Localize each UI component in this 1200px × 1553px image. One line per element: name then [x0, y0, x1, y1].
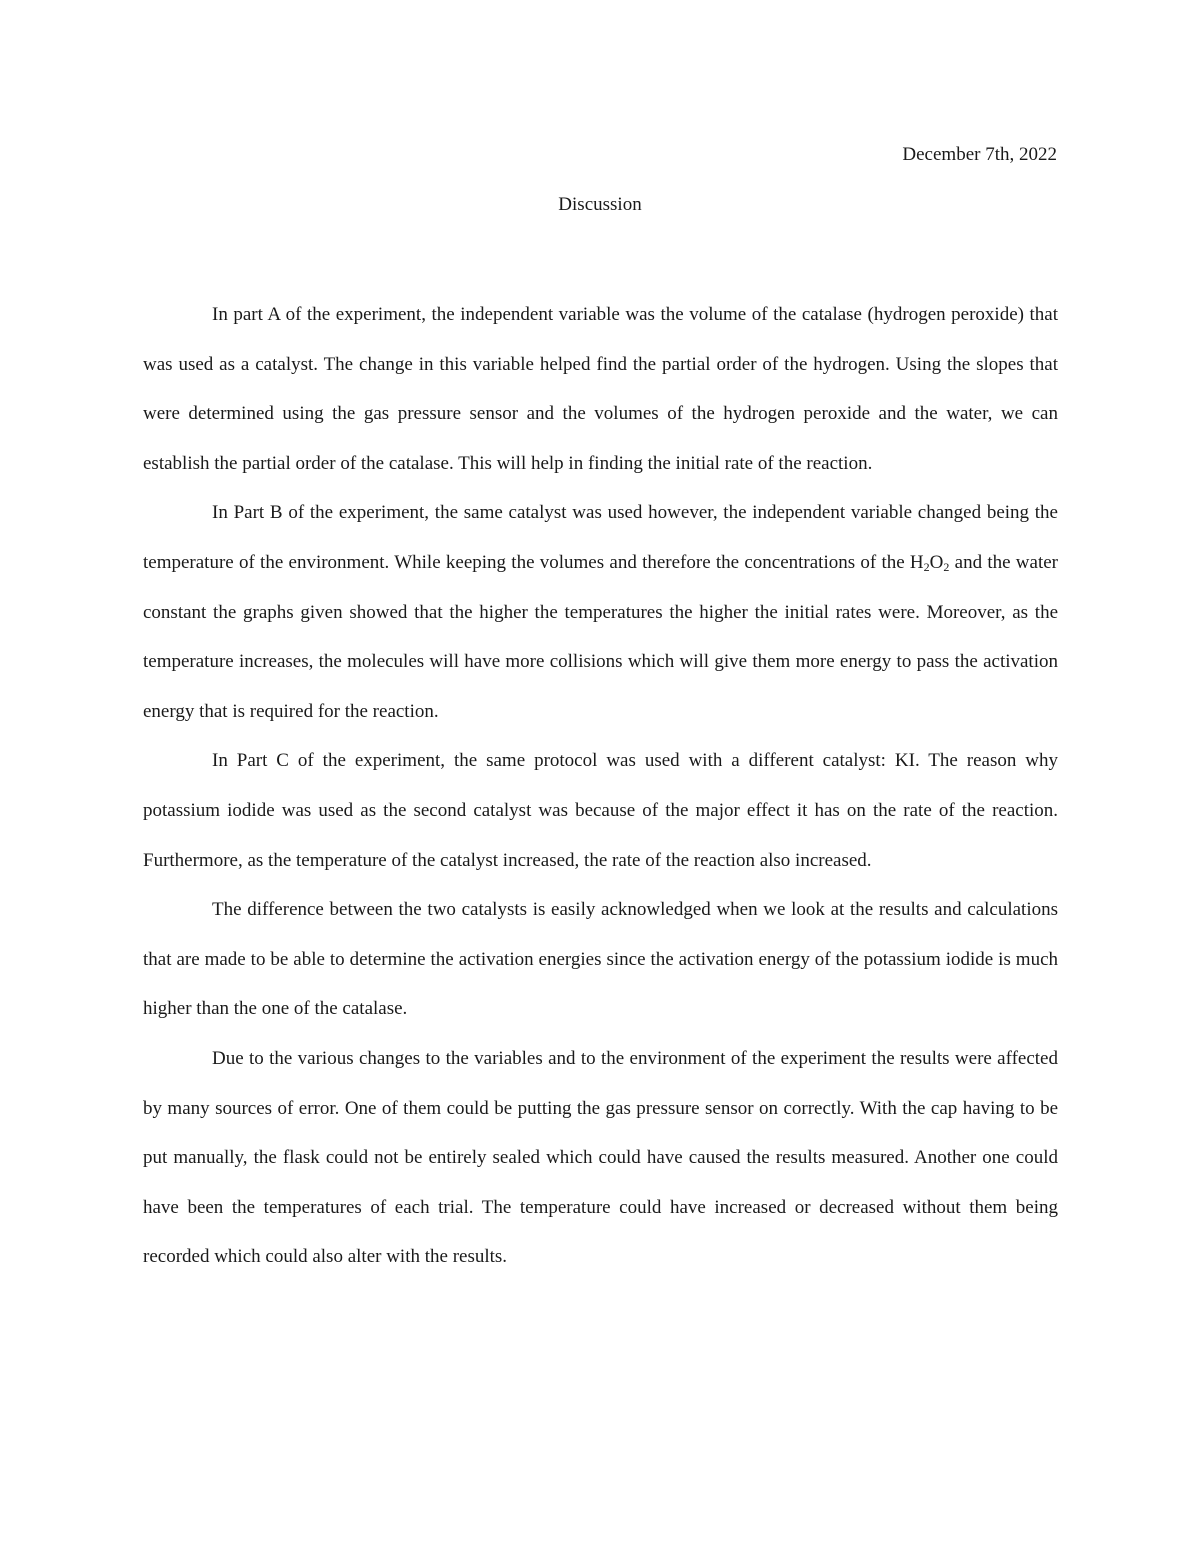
document-body: [143, 290, 1058, 1282]
paragraph-part-c: In Part C of the experiment, the same protocol was used with a different catalyst: KI. The reason why potassium iodide was used as the second catalyst was because of the major effect it has on the rate of the reaction. Furthermore, as the temperature of the catalyst increased, the rate of the reaction also increased.: [143, 750, 1058, 871]
subscript-2a: 2: [923, 559, 930, 574]
document-date: December 7th, 2022: [902, 144, 1057, 165]
paragraph-sources-of-error: Due to the various changes to the variables and to the environment of the experiment the results were affected by many sources of error. One of them could be putting the gas pressure sensor on correctly. With the cap having to be put manually, the flask could not be entirely sealed which could have caused the results measured. Another one could have been the temperatures of each trial. The temperature could have increased or decreased without them being recorded which could also alter with the results.: [143, 1047, 1058, 1268]
paragraph-part-b: [143, 488, 1058, 736]
section-title: Discussion: [558, 194, 642, 215]
subscript-2b: 2: [943, 559, 950, 574]
paragraph-part-b-text-3: and the water constant the graphs given showed that the higher the temperatures the higher the initial rates were. Moreover, as the temperature increases, the molecules will have more collisions which will give them more energy to pass the activation energy that is required for the reaction.: [143, 551, 1059, 722]
paragraph-part-b-text-2: O: [929, 551, 944, 573]
paragraph-part-b-text-1: In Part B of the experiment, the same catalyst was used however, the independent variable changed being the temperature of the environment. While keeping the volumes and therefore the concentrations of the H: [143, 502, 1058, 573]
paragraph-part-a: In part A of the experiment, the independent variable was the volume of the catalase (hydrogen peroxide) that was used as a catalyst. The change in this variable helped find the partial order of the hydrogen. Using the slopes that were determined using the gas pressure sensor and the volumes of the hydrogen peroxide and the water, we can establish the partial order of the catalase. This will help in finding the initial rate of the reaction.: [143, 304, 1058, 474]
paragraph-catalyst-difference: The difference between the two catalysts is easily acknowledged when we look at the results and calculations that are made to be able to determine the activation energies since the activation energy of the potassium iodide is much higher than the one of the catalase.: [143, 899, 1058, 1020]
